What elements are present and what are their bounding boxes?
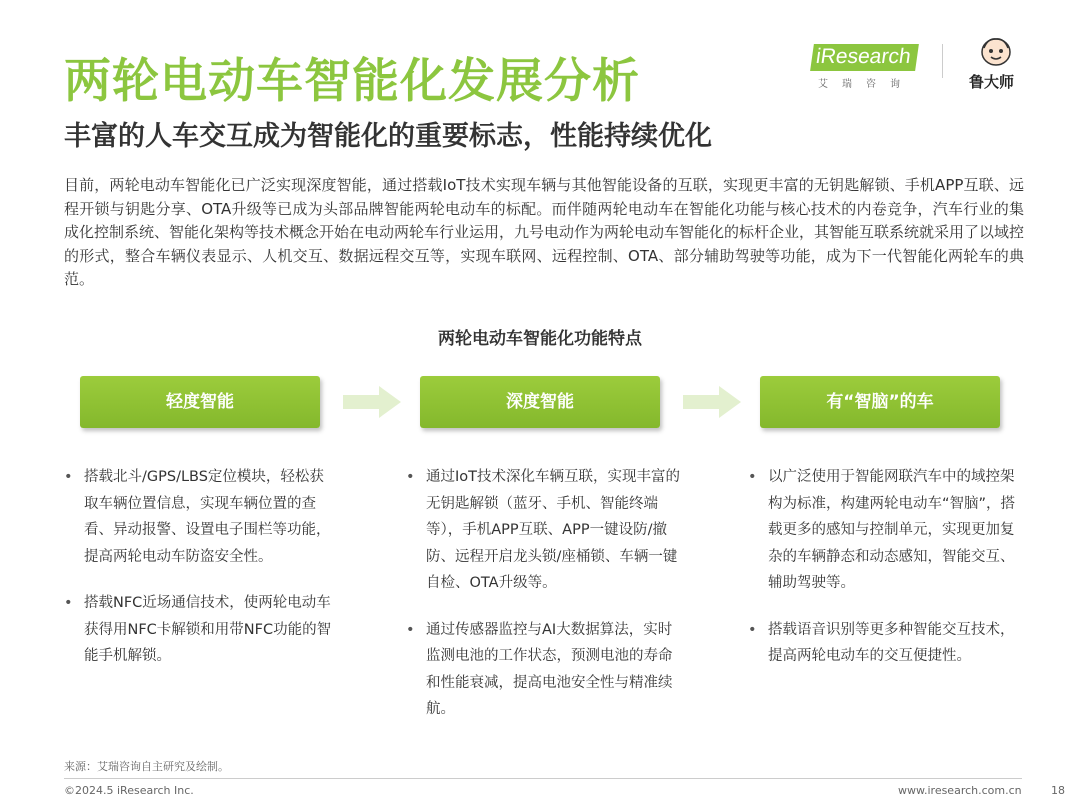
page-title: 两轮电动车智能化发展分析: [64, 54, 640, 109]
list-item: • 搭载NFC近场通信技术，使两轮电动车获得用NFC卡解锁和用带NFC功能的智能手机解锁。: [64, 590, 338, 670]
iresearch-logo-subtitle: 艾瑞咨询: [818, 79, 914, 90]
iresearch-logo-wordmark: iResearch: [810, 44, 918, 71]
iresearch-logo: [812, 38, 930, 90]
list-item: • 通过IoT技术深化车辆互联，实现丰富的无钥匙解锁（蓝牙、手机、智能终端等），手机APP互联、APP一键设防/撤防、远程开启龙头锁/座桶锁、车辆一键自检、OTA升级等。: [406, 464, 680, 597]
ludashi-mascot-icon: [980, 36, 1012, 66]
feature-column-1: [64, 464, 338, 690]
website-link[interactable]: www.iresearch.com.cn: [898, 784, 1022, 797]
page-subtitle: 丰富的人车交互成为智能化的重要标志，性能持续优化: [64, 121, 712, 152]
logo-divider: [942, 44, 943, 78]
feature-smart-brain: 有“智脑”的车: [760, 376, 1000, 428]
section-title: 两轮电动车智能化功能特点: [438, 329, 642, 349]
feature-deep-intelligence: 深度智能: [420, 376, 660, 428]
feature-light-intelligence: 轻度智能: [80, 376, 320, 428]
list-item: • 搭载语音识别等更多种智能交互技术，提高两轮电动车的交互便捷性。: [748, 617, 1028, 670]
list-item: • 以广泛使用于智能网联汽车中的域控架构为标准，构建两轮电动车“智脑”，搭载更多的感知与控制单元，实现更加复杂的车辆静态和动态感知，智能交互、辅助驾驶等。: [748, 464, 1028, 597]
list-item: • 搭载北斗/GPS/LBS定位模块，轻松获取车辆位置信息，实现车辆位置的查看、异动报警、设置电子围栏等功能，提高两轮电动车防盗安全性。: [64, 464, 338, 570]
feature-column-2: [406, 464, 680, 743]
page-number: 18: [1051, 784, 1065, 797]
intro-paragraph: 目前，两轮电动车智能化已广泛实现深度智能，通过搭载IoT技术实现车辆与其他智能设备的互联，实现更丰富的无钥匙解锁、手机APP互联、远程开锁与钥匙分享、OTA升级等已成为头部品牌智能两轮电动车的标配。而伴随两轮电动车在智能化功能与核心技术的内卷竞争，汽车行业的集成化控制系统、智能化架构等技术概念开始在电动两轮车行业运用，九号电动作为两轮电动车智能化的标杆企业，其智能互联系统就采用了以域控的形式，整合车辆仪表显示、人机交互、数据远程交互等，实现车联网、远程控制、OTA、部分辅助驾驶等功能，成为下一代智能化两轮车的典范。: [64, 176, 1025, 288]
source-note: 来源：艾瑞咨询自主研究及绘制。: [64, 760, 229, 773]
ludashi-logo: [966, 36, 1026, 92]
ludashi-logo-text: 鲁大师: [969, 73, 1015, 91]
feature-column-3: [748, 464, 1028, 690]
list-item: • 通过传感器监控与AI大数据算法，实时监测电池的工作状态，预测电池的寿命和性能衰减，提高电池安全性与精准续航。: [406, 617, 680, 723]
footer-divider: [64, 778, 1022, 779]
arrow-right-icon: [343, 386, 401, 418]
copyright: ©2024.5 iResearch Inc.: [64, 784, 194, 797]
arrow-right-icon: [683, 386, 741, 418]
